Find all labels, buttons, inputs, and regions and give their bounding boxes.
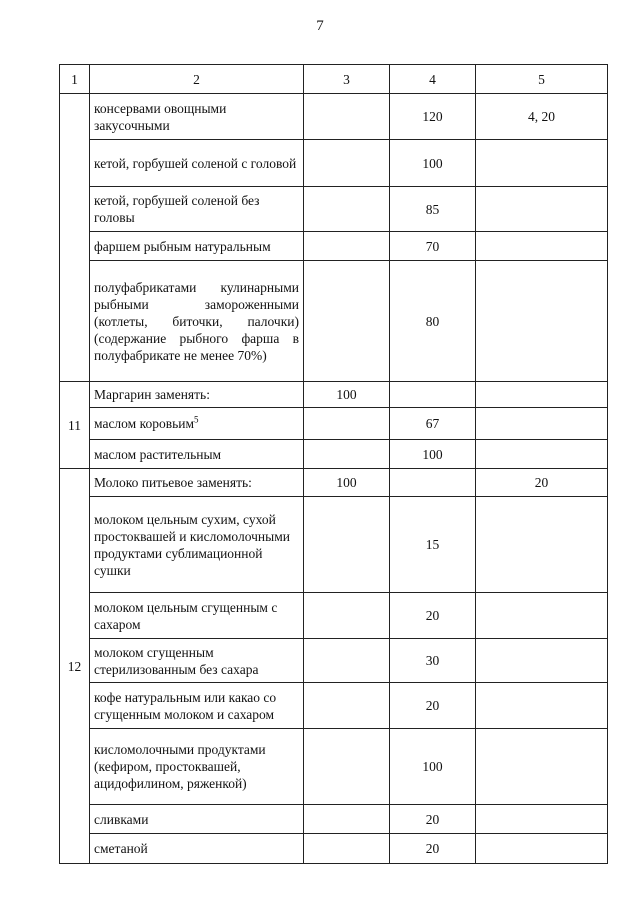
footnote-mark: 5 <box>194 414 199 425</box>
value-cell-4: 120 <box>390 94 476 140</box>
table-row <box>60 94 608 140</box>
product-cell: сливками <box>90 805 304 834</box>
value-cell-3 <box>304 232 390 261</box>
table-row <box>60 261 608 382</box>
value-cell-5 <box>476 140 608 187</box>
value-cell-4: 70 <box>390 232 476 261</box>
product-cell: кетой, горбушей соленой без головы <box>90 187 304 232</box>
norms-table <box>59 64 608 864</box>
value-cell-3 <box>304 834 390 864</box>
table-row <box>60 639 608 683</box>
product-cell: сметаной <box>90 834 304 864</box>
value-cell-3 <box>304 729 390 805</box>
value-cell-5 <box>476 639 608 683</box>
value-cell-4: 20 <box>390 834 476 864</box>
header-row <box>60 65 608 94</box>
table-row <box>60 469 608 497</box>
value-cell-5 <box>476 593 608 639</box>
value-cell-4: 20 <box>390 683 476 729</box>
value-cell-5 <box>476 187 608 232</box>
value-cell-5 <box>476 683 608 729</box>
row-number-cell <box>60 94 90 382</box>
page-number: 7 <box>316 18 324 34</box>
value-cell-5 <box>476 729 608 805</box>
value-cell-4: 15 <box>390 497 476 593</box>
product-cell: маслом растительным <box>90 440 304 469</box>
value-cell-3 <box>304 497 390 593</box>
value-cell-5 <box>476 261 608 382</box>
value-cell-3: 100 <box>304 382 390 408</box>
table-row <box>60 729 608 805</box>
value-cell-5 <box>476 440 608 469</box>
product-cell: фаршем рыбным натуральным <box>90 232 304 261</box>
product-cell: кисломолочными продуктами (кефиром, простоквашей, ацидофилином, ряженкой) <box>90 729 304 805</box>
product-cell: Молоко питьевое заменять: <box>90 469 304 497</box>
value-cell-4: 100 <box>390 140 476 187</box>
product-text: маслом коровьим <box>94 416 195 431</box>
value-cell-5 <box>476 497 608 593</box>
value-cell-3 <box>304 94 390 140</box>
value-cell-4: 30 <box>390 639 476 683</box>
value-cell-4 <box>390 382 476 408</box>
value-cell-5 <box>476 834 608 864</box>
value-cell-3 <box>304 440 390 469</box>
table-row <box>60 593 608 639</box>
value-cell-4: 20 <box>390 805 476 834</box>
table-row <box>60 382 608 408</box>
header-cell-4: 4 <box>390 65 476 94</box>
value-cell-3 <box>304 805 390 834</box>
product-cell: консервами овощными закусочными <box>90 94 304 140</box>
value-cell-3 <box>304 140 390 187</box>
value-cell-5 <box>476 805 608 834</box>
header-cell-3: 3 <box>304 65 390 94</box>
value-cell-3 <box>304 261 390 382</box>
value-cell-5 <box>476 232 608 261</box>
product-cell: Маргарин заменять: <box>90 382 304 408</box>
product-cell: кетой, горбушей соленой с головой <box>90 140 304 187</box>
header-cell-2: 2 <box>90 65 304 94</box>
value-cell-4: 100 <box>390 440 476 469</box>
value-cell-4: 85 <box>390 187 476 232</box>
table-row <box>60 834 608 864</box>
value-cell-3 <box>304 408 390 440</box>
value-cell-4: 80 <box>390 261 476 382</box>
table-row <box>60 187 608 232</box>
value-cell-5 <box>476 382 608 408</box>
table-row <box>60 140 608 187</box>
product-cell: кофе натуральным или какао со сгущенным молоком и сахаром <box>90 683 304 729</box>
value-cell-4: 20 <box>390 593 476 639</box>
value-cell-3: 100 <box>304 469 390 497</box>
value-cell-5 <box>476 408 608 440</box>
value-cell-4: 100 <box>390 729 476 805</box>
value-cell-4 <box>390 469 476 497</box>
product-cell <box>90 408 304 440</box>
value-cell-3 <box>304 683 390 729</box>
table-row <box>60 497 608 593</box>
table-row <box>60 232 608 261</box>
value-cell-3 <box>304 187 390 232</box>
header-cell-1: 1 <box>60 65 90 94</box>
product-cell: полуфабрикатами кулинарными рыбными замороженными (котлеты, биточки, палочки) (содержание рыбного фарша в полуфабрикате не менее 70%) <box>90 261 304 382</box>
row-number-cell: 12 <box>60 469 90 864</box>
value-cell-4: 67 <box>390 408 476 440</box>
value-cell-5: 20 <box>476 469 608 497</box>
row-number-cell: 11 <box>60 382 90 469</box>
table-row <box>60 440 608 469</box>
value-cell-3 <box>304 593 390 639</box>
product-cell: молоком цельным сгущенным с сахаром <box>90 593 304 639</box>
product-cell: молоком сгущенным стерилизованным без сахара <box>90 639 304 683</box>
value-cell-5: 4, 20 <box>476 94 608 140</box>
product-cell: молоком цельным сухим, сухой простоквашей и кисломолочными продуктами сублимационной сушки <box>90 497 304 593</box>
table-row <box>60 683 608 729</box>
table-row <box>60 805 608 834</box>
table-row <box>60 408 608 440</box>
value-cell-3 <box>304 639 390 683</box>
header-cell-5: 5 <box>476 65 608 94</box>
